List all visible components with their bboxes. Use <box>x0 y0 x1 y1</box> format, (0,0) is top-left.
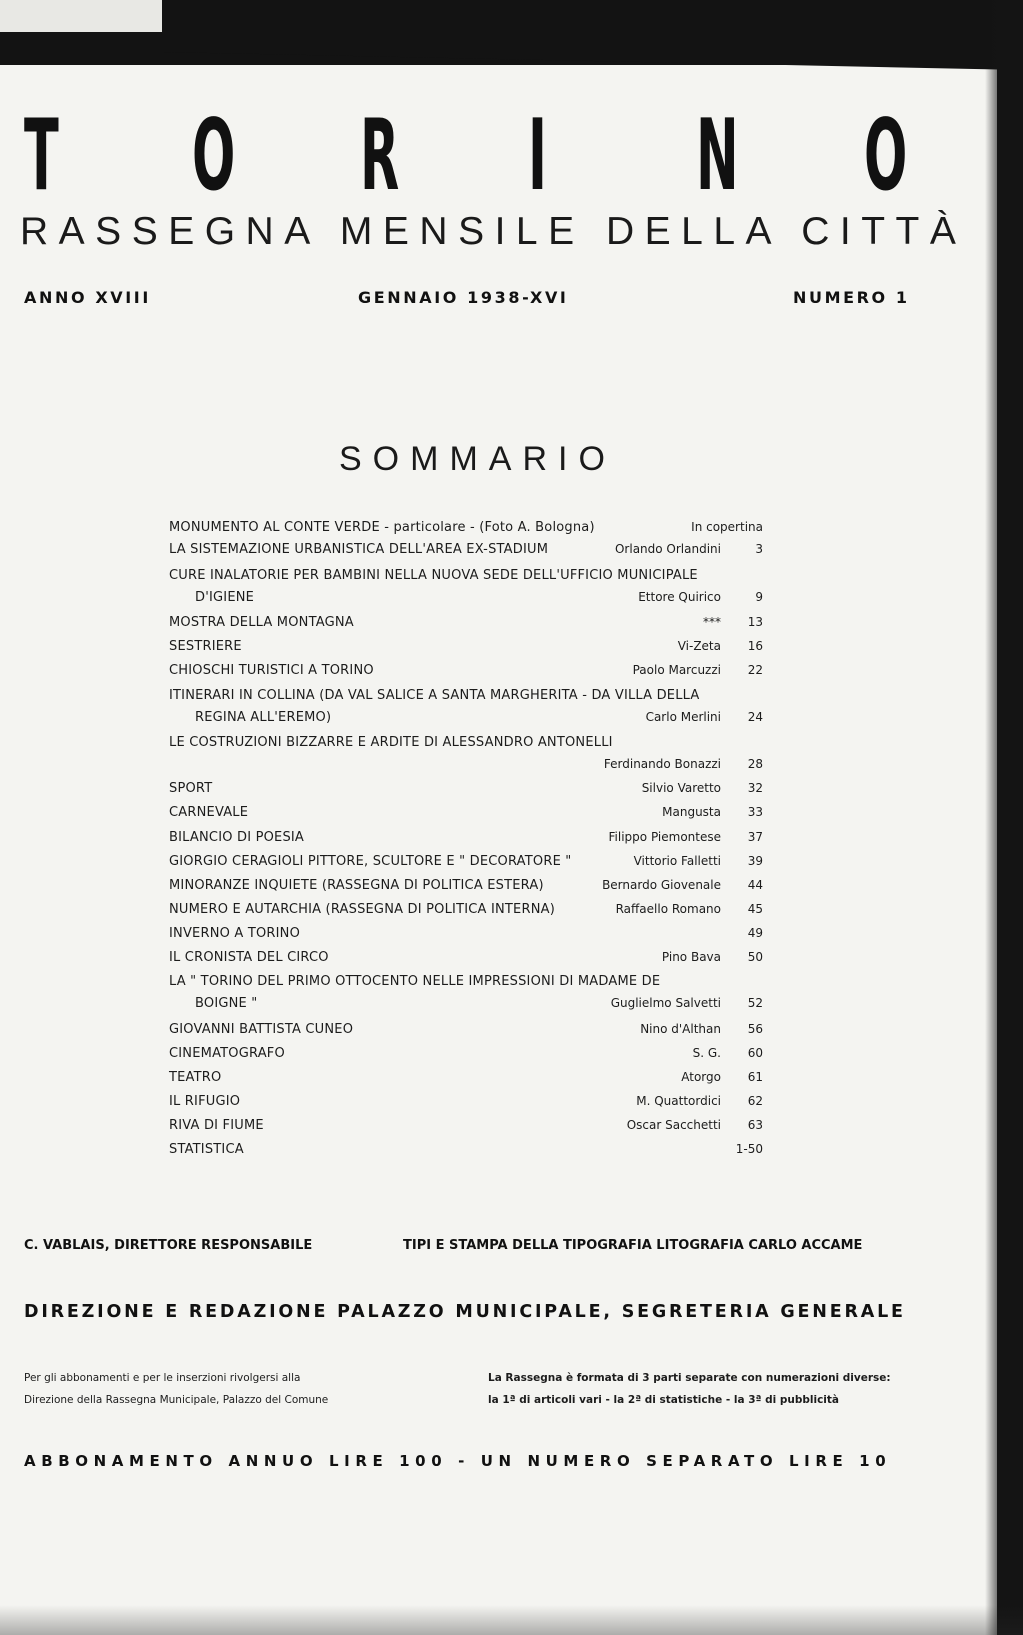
toc-entry-title: MOSTRA DELLA MONTAGNA <box>169 615 354 630</box>
toc-entry-page: 32 <box>747 781 763 795</box>
subscription-note-line1: Per gli abbonamenti e per le inserzioni rivolgersi alla <box>24 1372 301 1384</box>
toc-entry-page: 33 <box>747 805 763 819</box>
toc-entry-page: 24 <box>747 710 763 724</box>
toc-entry-author: Vi-Zeta <box>677 639 721 653</box>
toc-entry-page: 50 <box>747 950 763 964</box>
toc-entry-author: Bernardo Giovenale <box>602 878 721 892</box>
toc-entry-title: TEATRO <box>169 1070 222 1085</box>
toc-entry-title: REGINA ALL'EREMO) <box>195 710 332 725</box>
toc-entry-title: INVERNO A TORINO <box>169 926 301 941</box>
printer-credit: TIPI E STAMPA DELLA TIPOGRAFIA LITOGRAFIA CARLO ACCAME <box>403 1238 863 1253</box>
toc-entry-title: CARNEVALE <box>169 805 249 820</box>
toc-entry <box>169 1142 763 1162</box>
scan-bottom-shadow <box>0 1605 1023 1635</box>
editorial-office: DIREZIONE E REDAZIONE PALAZZO MUNICIPALE, SEGRETERIA GENERALE <box>24 1302 906 1322</box>
toc-entry <box>169 1046 763 1066</box>
toc-entry-author: Raffaello Romano <box>615 902 721 916</box>
toc-entry <box>169 639 763 659</box>
toc-entry-page: 56 <box>747 1022 763 1036</box>
toc-entry-title: IL CRONISTA DEL CIRCO <box>169 950 329 965</box>
toc-entry-page: 61 <box>747 1070 763 1084</box>
toc-entry-page: 1-50 <box>735 1142 763 1156</box>
toc-entry <box>169 878 763 898</box>
masthead-subtitle: RASSEGNA MENSILE DELLA CITTÀ <box>20 210 967 253</box>
toc-entry-author: Vittorio Falletti <box>633 854 721 868</box>
toc-entry-page: 13 <box>747 615 763 629</box>
toc-entry-author: Ettore Quirico <box>638 590 721 604</box>
toc-entry-author: Atorgo <box>681 1070 721 1084</box>
toc-entry <box>169 542 763 562</box>
issue-number: NUMERO 1 <box>793 288 910 307</box>
toc-entry-title: BILANCIO DI POESIA <box>169 830 305 845</box>
subscription-price: ABBONAMENTO ANNUO LIRE 100 - UN NUMERO SEPARATO LIRE 10 <box>24 1452 892 1470</box>
toc-entry-page: 45 <box>747 902 763 916</box>
toc-entry-title: IL RIFUGIO <box>169 1094 241 1109</box>
toc-entry-title: D'IGIENE <box>195 590 255 605</box>
toc-entry-title: CHIOSCHI TURISTICI A TORINO <box>169 663 374 678</box>
masthead-title <box>24 99 908 213</box>
toc-entry-page: 16 <box>747 639 763 653</box>
issue-date: GENNAIO 1938-XVI <box>358 288 569 307</box>
toc-entry-title: LE COSTRUZIONI BIZZARRE E ARDITE DI ALESSANDRO ANTONELLI <box>169 735 613 750</box>
toc-entry <box>169 1094 763 1114</box>
toc-entry <box>169 950 763 970</box>
toc-entry <box>169 568 763 588</box>
toc-entry <box>169 1070 763 1090</box>
toc-entry-page: 44 <box>747 878 763 892</box>
toc-entry-title: CINEMATOGRAFO <box>169 1046 285 1061</box>
toc-entry-page: 39 <box>747 854 763 868</box>
toc-entry <box>169 926 763 946</box>
toc-entry-page: 22 <box>747 663 763 677</box>
toc-entry <box>169 688 763 708</box>
toc-entry-author: Orlando Orlandini <box>614 542 721 556</box>
toc-entry-page: 52 <box>747 996 763 1010</box>
toc-entry-title: BOIGNE " <box>195 996 258 1011</box>
toc-entry <box>169 1118 763 1138</box>
toc-entry <box>169 854 763 874</box>
toc-entry <box>169 735 763 755</box>
title-letter: T <box>24 99 59 213</box>
toc-entry-page: 37 <box>747 830 763 844</box>
toc-entry-title: STATISTICA <box>169 1142 244 1157</box>
scan-top-corner <box>0 0 162 32</box>
toc-entry-author: Ferdinando Bonazzi <box>603 757 721 771</box>
toc-entry-author: Carlo Merlini <box>645 710 721 724</box>
toc-entry-title: RIVA DI FIUME <box>169 1118 264 1133</box>
title-letter: I <box>528 99 547 213</box>
toc-entry-title: MONUMENTO AL CONTE VERDE - particolare - (Foto A. Bologna) <box>169 520 595 535</box>
scan-right-border <box>997 0 1023 1635</box>
toc-entry <box>169 1022 763 1042</box>
toc-entry <box>169 902 763 922</box>
subscription-note-line2: Direzione della Rassegna Municipale, Palazzo del Comune <box>24 1394 329 1406</box>
toc-entry <box>169 781 763 801</box>
toc-entry-page: 60 <box>747 1046 763 1060</box>
toc-entry-title: MINORANZE INQUIETE (RASSEGNA DI POLITICA ESTERA) <box>169 878 544 893</box>
director-credit: C. VABLAIS, DIRETTORE RESPONSABILE <box>24 1238 313 1253</box>
toc-entry <box>169 710 763 730</box>
title-letter: R <box>360 99 400 213</box>
toc-entry-author: S. G. <box>692 1046 721 1060</box>
issue-year: ANNO XVIII <box>24 288 151 307</box>
structure-note-line1: La Rassegna è formata di 3 parti separate con numerazioni diverse: <box>488 1372 891 1384</box>
toc-entry-title: CURE INALATORIE PER BAMBINI NELLA NUOVA SEDE DELL'UFFICIO MUNICIPALE <box>169 568 698 583</box>
title-letter: O <box>864 99 908 213</box>
toc-entry-author: Oscar Sacchetti <box>626 1118 721 1132</box>
toc-entry-author: Guglielmo Salvetti <box>610 996 721 1010</box>
toc-entry-title: ITINERARI IN COLLINA (DA VAL SALICE A SANTA MARGHERITA - DA VILLA DELLA <box>169 688 700 703</box>
toc-entry-title: SPORT <box>169 781 213 796</box>
toc-entry-page: 49 <box>747 926 763 940</box>
toc-entry-page: 3 <box>755 542 763 556</box>
toc-entry <box>169 520 763 540</box>
toc-entry <box>169 974 763 994</box>
toc-entry <box>169 805 763 825</box>
toc-entry-page: In copertina <box>691 520 763 534</box>
toc-entry-author: Pino Bava <box>661 950 721 964</box>
toc-entry-author: Silvio Varetto <box>641 781 721 795</box>
title-letter: N <box>696 99 739 213</box>
toc-entry <box>169 996 763 1016</box>
toc-entry-author: Mangusta <box>662 805 721 819</box>
toc-entry-title: SESTRIERE <box>169 639 242 654</box>
toc-entry-title: LA " TORINO DEL PRIMO OTTOCENTO NELLE IMPRESSIONI DI MADAME DE <box>169 974 661 989</box>
title-letter: O <box>192 99 236 213</box>
toc-entry-author: Filippo Piemontese <box>608 830 721 844</box>
toc-entry-title: NUMERO E AUTARCHIA (RASSEGNA DI POLITICA INTERNA) <box>169 902 555 917</box>
scan-right-shadow <box>985 0 997 1635</box>
toc-entry-author: Paolo Marcuzzi <box>632 663 721 677</box>
toc-entry-title: GIORGIO CERAGIOLI PITTORE, SCULTORE E " DECORATORE " <box>169 854 572 869</box>
toc-entry-title: LA SISTEMAZIONE URBANISTICA DELL'AREA EX-STADIUM <box>169 542 549 557</box>
toc-entry <box>169 615 763 635</box>
toc-entry-page: 63 <box>747 1118 763 1132</box>
toc-entry-page: 62 <box>747 1094 763 1108</box>
toc-entry-page: 28 <box>747 757 763 771</box>
toc-entry <box>169 590 763 610</box>
toc-entry <box>169 757 763 777</box>
toc-entry-title: GIOVANNI BATTISTA CUNEO <box>169 1022 354 1037</box>
toc-entry-page: 9 <box>755 590 763 604</box>
toc-entry <box>169 830 763 850</box>
toc-heading: SOMMARIO <box>339 440 616 478</box>
toc-entry-author: *** <box>703 615 721 629</box>
toc-entry <box>169 663 763 683</box>
structure-note-line2: la 1ª di articoli vari - la 2ª di statistiche - la 3ª di pubblicità <box>488 1394 840 1406</box>
toc-entry-author: Nino d'Althan <box>640 1022 721 1036</box>
toc-entry-author: M. Quattordici <box>636 1094 721 1108</box>
